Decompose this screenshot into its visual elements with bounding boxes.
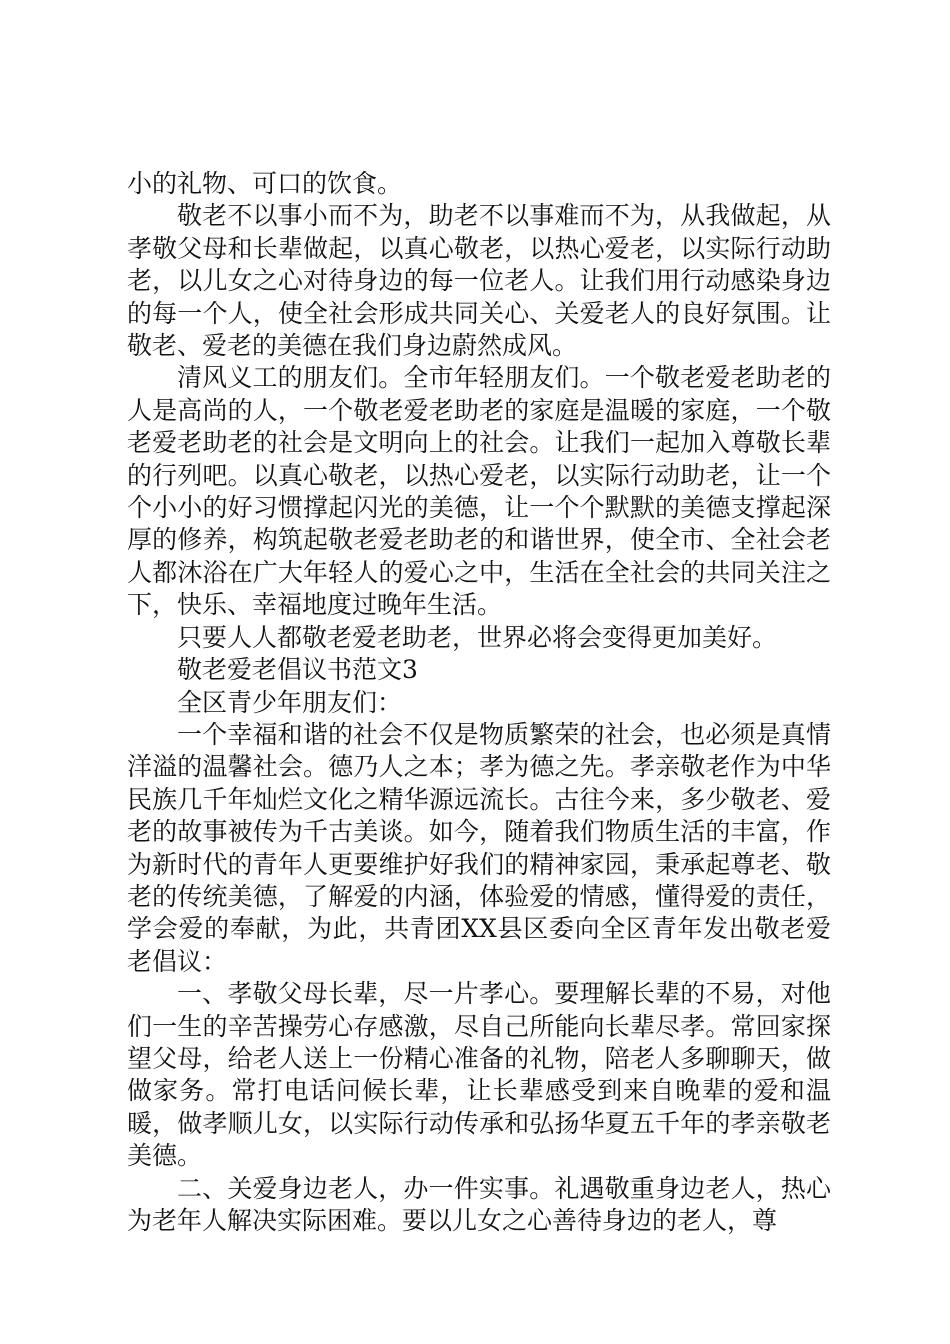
paragraph: 一、孝敬父母长辈，尽一片孝心。要理解长辈的不易，对他们一生的辛苦操劳心存感激，尽自己所能向长辈尽孝。常回家探望父母，给老人送上一份精心准备的礼物，陪老人多聊聊天，做做家务。常打电话问候长辈，让长辈感受到来自晚辈的爱和温暖，做孝顺儿女，以实际行动传承和弘扬华夏五千年的孝亲敬老美德。 <box>127 979 831 1171</box>
paragraph-continuation: 小的礼物、可口的饮食。 <box>127 169 403 198</box>
document-body <box>127 168 831 1237</box>
paragraph: 二、关爱身边老人，办一件实事。礼遇敬重身边老人，热心为老年人解决实际困难。要以儿女之心善待身边的老人，尊 <box>127 1173 831 1235</box>
salutation: 全区青少年朋友们： <box>177 687 403 717</box>
paragraph: 只要人人都敬老爱老助老，世界必将会变得更加美好。 <box>177 622 778 652</box>
paragraph: 清风义工的朋友们。全市年轻朋友们。一个敬老爱老助老的人是高尚的人，一个敬老爱老助老的家庭是温暖的家庭，一个敬老爱老助老的社会是文明向上的社会。让我们一起加入尊敬长辈的行列吧。以真心敬老，以热心爱老，以实际行动助老，让一个个小小的好习惯撑起闪光的美德，让一个个默默的美德支撑起深厚的修养，构筑起敬老爱老助老的和谐世界，使全市、全社会老人都沐浴在广大年轻人的爱心之中，生活在全社会的共同关注之下，快乐、幸福地度过晚年生活。 <box>127 363 831 620</box>
paragraph: 敬老不以事小而不为，助老不以事难而不为，从我做起，从孝敬父母和长辈做起，以真心敬老，以热心爱老，以实际行动助老，以儿女之心对待身边的每一位老人。让我们用行动感染身边的每一个人，使全社会形成共同关心、关爱老人的良好氛围。让敬老、爱老的美德在我们身边蔚然成风。 <box>127 201 831 361</box>
section-heading: 敬老爱老倡议书范文3 <box>177 655 418 685</box>
paragraph: 一个幸福和谐的社会不仅是物质繁荣的社会，也必须是真情洋溢的温馨社会。德乃人之本；孝为德之先。孝亲敬老作为中华民族几千年灿烂文化之精华源远流长。古往今来，多少敬老、爱老的故事被传为千古美谈。如今，随着我们物质生活的丰富，作为新时代的青年人更要维护好我们的精神家园，秉承起尊老、敬老的传统美德，了解爱的内涵，体验爱的情感，懂得爱的责任，学会爱的奉献，为此，共青团XX县区委向全区青年发出敬老爱老倡议： <box>127 719 831 976</box>
